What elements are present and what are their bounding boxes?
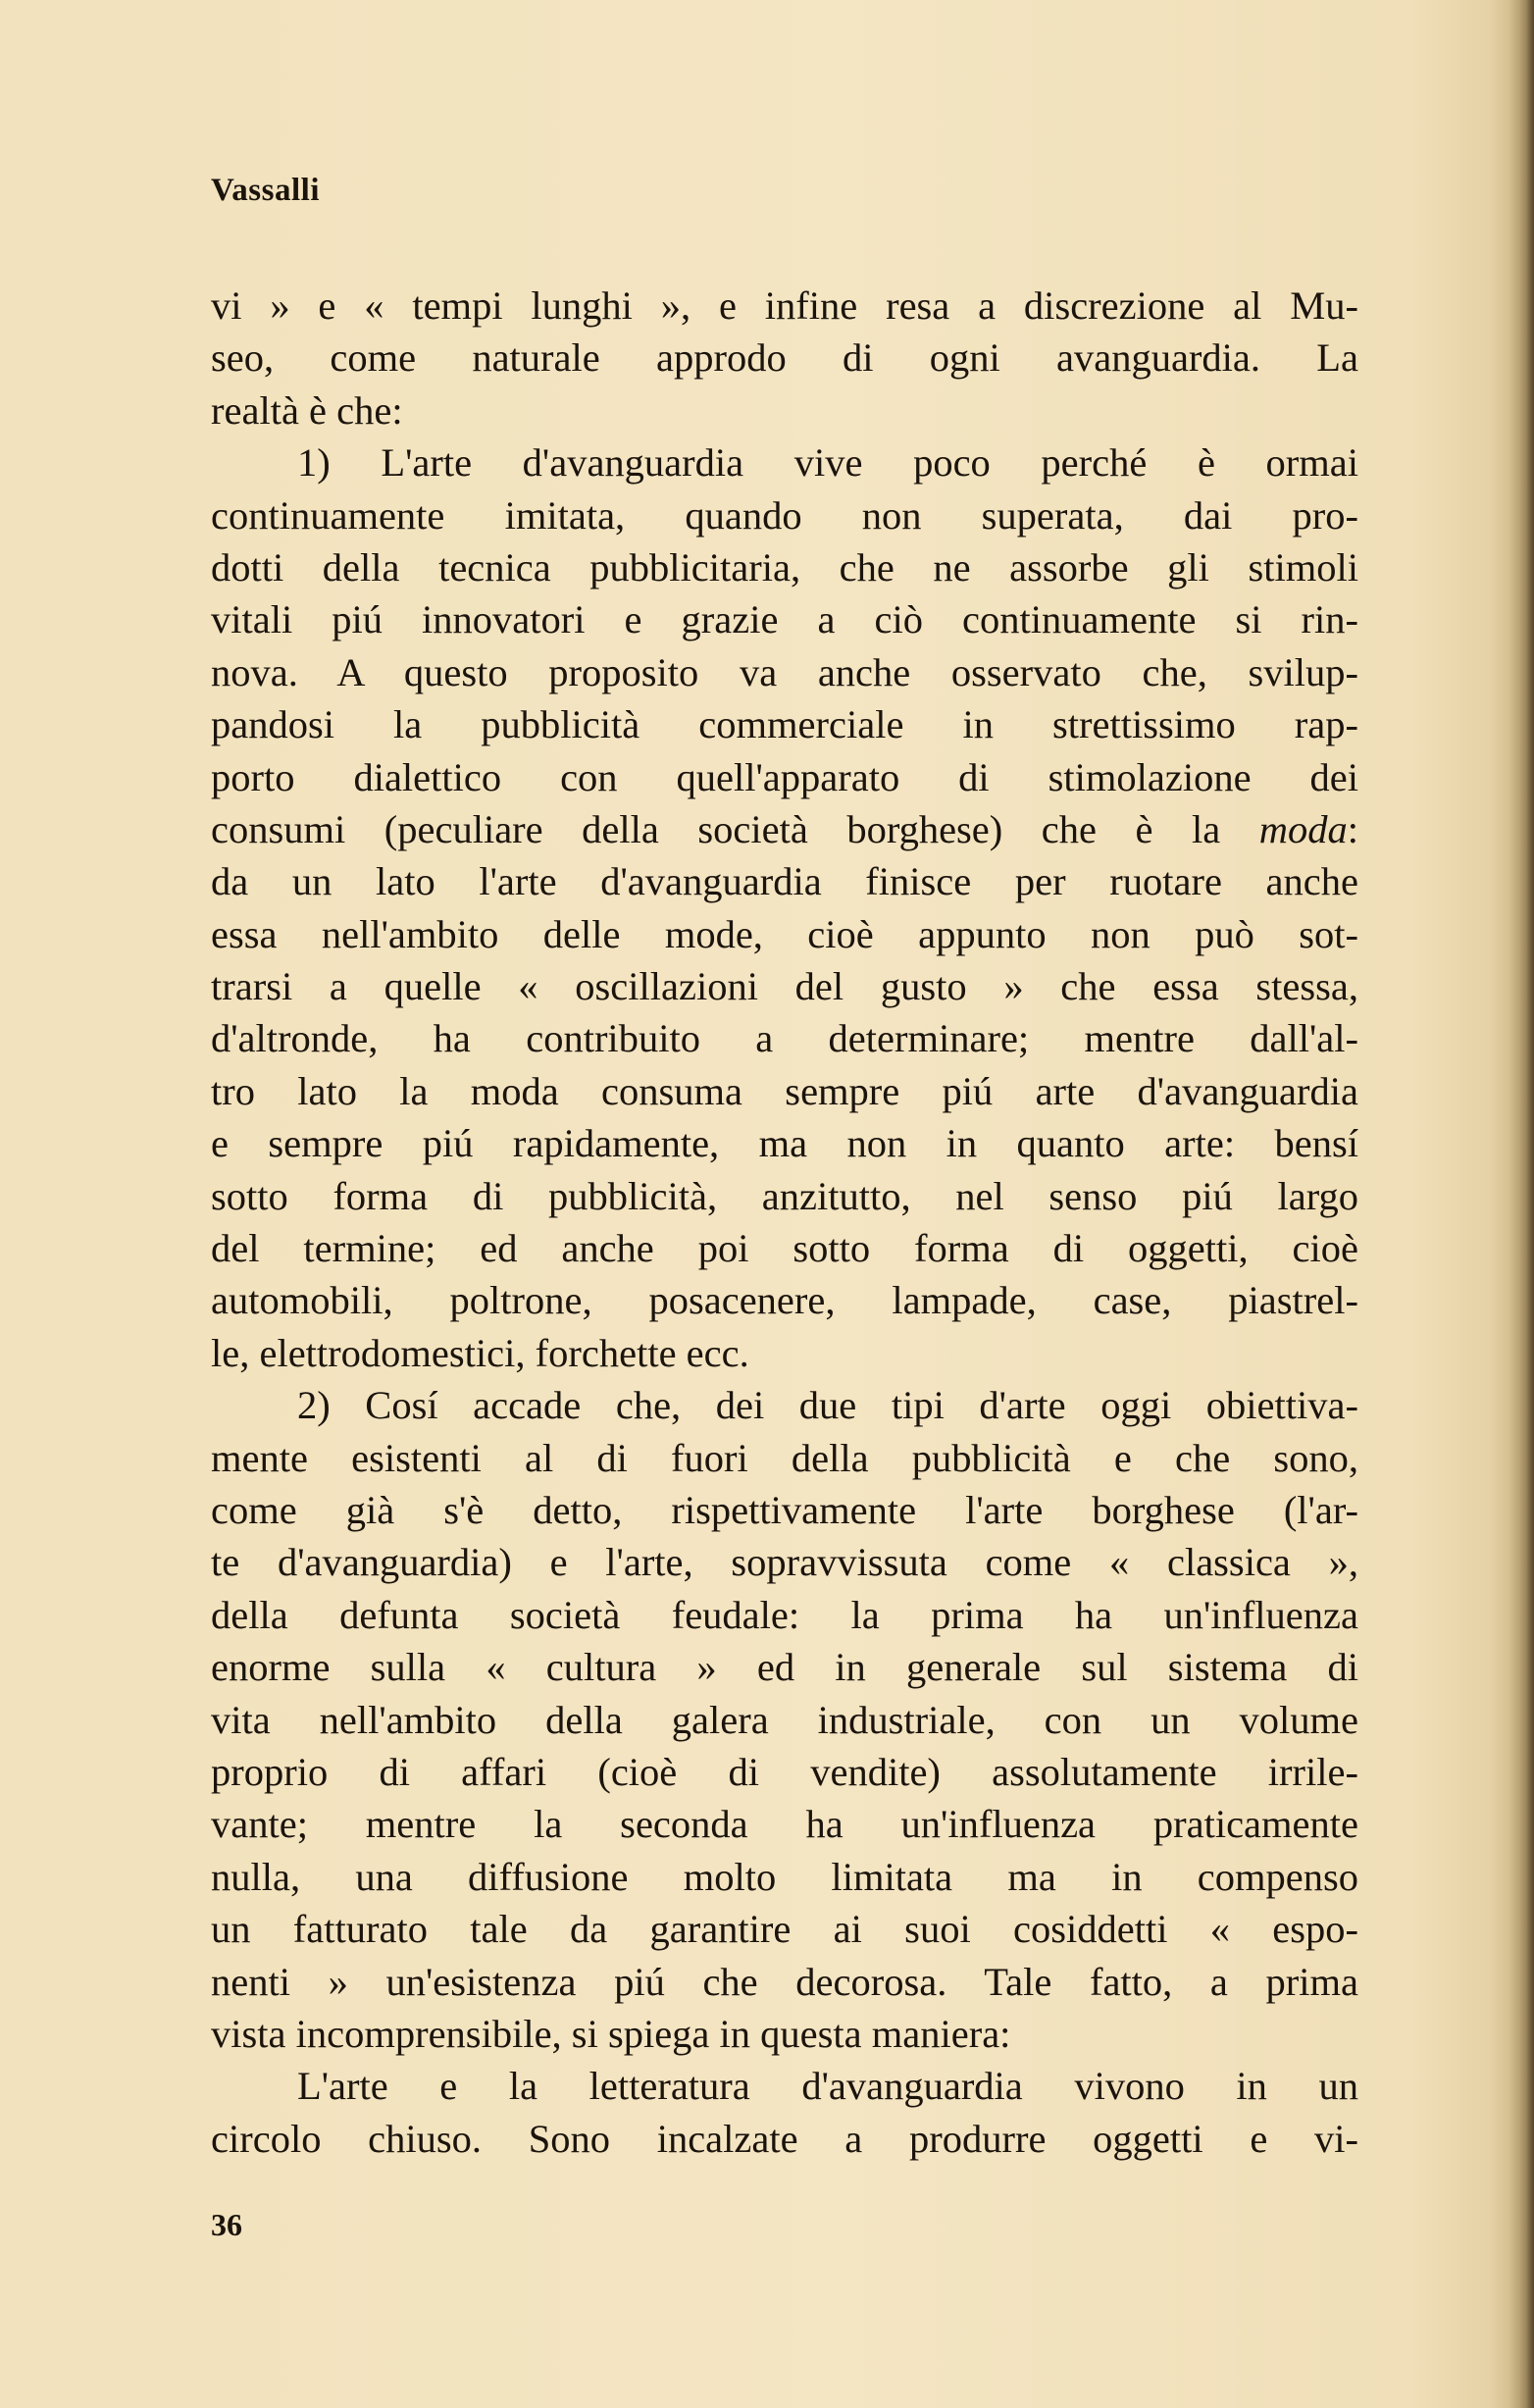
text-line-30: vante; mentre la seconda ha un'influenza praticamente bbox=[211, 1802, 1358, 1847]
text-line-2: seo, come naturale approdo di ogni avanguardia. La bbox=[211, 335, 1358, 381]
text-line-33: nenti » un'esistenza piú che decorosa. Tale fatto, a prima bbox=[211, 1959, 1358, 2004]
text-line-22: 2) Cosí accade che, dei due tipi d'arte oggi obiettiva- bbox=[297, 1383, 1358, 1428]
text-line-13: essa nell'ambito delle mode, cioè appunto non può sot- bbox=[211, 911, 1358, 956]
text-line-26: della defunta società feudale: la prima ha un'influenza bbox=[211, 1592, 1358, 1637]
text-line-18: sotto forma di pubblicità, anzitutto, nel senso piú largo bbox=[211, 1173, 1358, 1218]
text-line-14: trarsi a quelle « oscillazioni del gusto » che essa stessa, bbox=[211, 964, 1358, 1009]
text-line-9: pandosi la pubblicità commerciale in strettissimo rap- bbox=[211, 702, 1358, 747]
text-line-32: un fatturato tale da garantire ai suoi cosiddetti « espo- bbox=[211, 1907, 1358, 1952]
italic-word-moda: moda bbox=[1258, 806, 1348, 851]
text-line-8: nova. A questo proposito va anche osservato che, svilup- bbox=[211, 649, 1358, 694]
text-line-28: vita nell'ambito della galera industriale, con un volume bbox=[211, 1697, 1358, 1742]
text-line-24: come già s'è detto, rispettivamente l'arte borghese (l'ar- bbox=[211, 1487, 1358, 1532]
text-line-20: automobili, poltrone, posacenere, lampade, case, piastrel- bbox=[211, 1278, 1358, 1323]
body-text bbox=[211, 280, 1358, 2165]
text-line-11-main: consumi (peculiare della società borghese) che è la bbox=[211, 806, 1259, 851]
text-line-35: L'arte e la letteratura d'avanguardia vivono in un bbox=[297, 2064, 1358, 2109]
text-line-27: enorme sulla « cultura » ed in generale sul sistema di bbox=[211, 1645, 1358, 1690]
text-line-12: da un lato l'arte d'avanguardia finisce per ruotare anche bbox=[211, 859, 1358, 904]
text-line-17: e sempre piú rapidamente, ma non in quanto arte: bensí bbox=[211, 1121, 1358, 1166]
text-line-1: vi » e « tempi lunghi », e infine resa a discrezione al Mu- bbox=[211, 283, 1358, 328]
page-number: 36 bbox=[211, 2207, 242, 2242]
text-line-29: proprio di affari (cioè di vendite) assolutamente irrile- bbox=[211, 1749, 1358, 1794]
text-line-5: continuamente imitata, quando non superata, dai pro- bbox=[211, 492, 1358, 538]
text-line-36: circolo chiuso. Sono incalzate a produrre oggetti e vi- bbox=[211, 2116, 1358, 2161]
text-line-11 bbox=[211, 803, 1358, 855]
text-line-25: te d'avanguardia) e l'arte, sopravvissuta come « classica », bbox=[211, 1540, 1358, 1585]
italic-colon: : bbox=[1347, 806, 1358, 851]
page-edge-shadow bbox=[1508, 0, 1534, 2408]
text-line-16: tro lato la moda consuma sempre piú arte d'avanguardia bbox=[211, 1068, 1358, 1113]
text-line-23: mente esistenti al di fuori della pubblicità e che sono, bbox=[211, 1435, 1358, 1480]
text-line-21: le, elettrodomestici, forchette ecc. bbox=[211, 1330, 749, 1375]
text-line-15: d'altronde, ha contribuito a determinare; mentre dall'al- bbox=[211, 1016, 1358, 1061]
text-line-7: vitali piú innovatori e grazie a ciò continuamente si rin- bbox=[211, 597, 1358, 642]
text-line-19: del termine; ed anche poi sotto forma di oggetti, cioè bbox=[211, 1226, 1358, 1271]
text-line-34: vista incomprensibile, si spiega in questa maniera: bbox=[211, 2011, 1011, 2056]
text-line-31: nulla, una diffusione molto limitata ma in compenso bbox=[211, 1854, 1358, 1899]
text-line-10: porto dialettico con quell'apparato di stimolazione dei bbox=[211, 754, 1358, 799]
text-line-4: 1) L'arte d'avanguardia vive poco perché è ormai bbox=[297, 440, 1358, 486]
text-line-6: dotti della tecnica pubblicitaria, che ne assorbe gli stimoli bbox=[211, 544, 1358, 589]
text-line-3: realtà è che: bbox=[211, 387, 403, 433]
running-head: Vassalli bbox=[211, 173, 320, 208]
